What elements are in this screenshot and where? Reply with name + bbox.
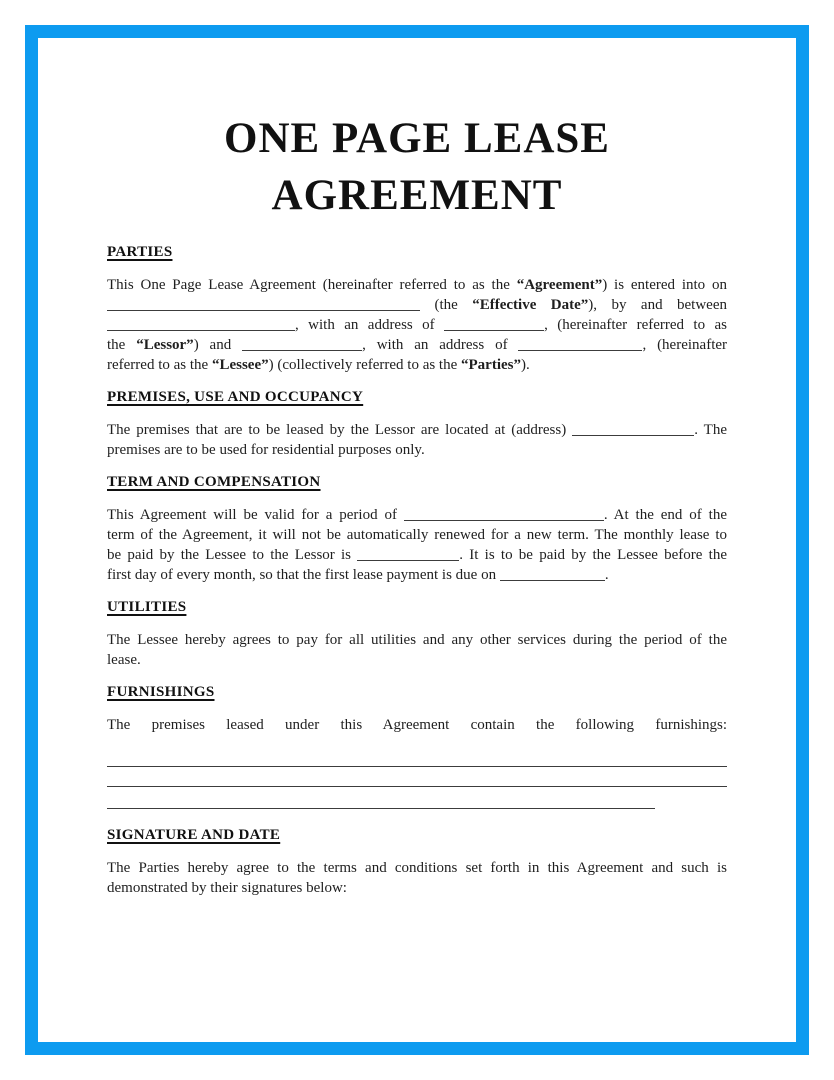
text-line	[107, 275, 727, 295]
section-term-and-compensation	[107, 472, 727, 585]
text-run: This Agreement will be valid for a period of	[107, 507, 404, 523]
text-run: (the	[420, 297, 473, 313]
text-line	[107, 355, 727, 375]
section-heading	[107, 242, 727, 262]
text-run: referred to as the	[107, 357, 212, 373]
text-run: , (hereinafter	[642, 337, 728, 353]
text-line	[107, 630, 727, 650]
section-heading	[107, 682, 727, 702]
text-line	[107, 650, 727, 670]
section-heading-text: TERM AND COMPENSATION	[107, 474, 321, 490]
text-line	[107, 420, 727, 440]
text-run: demonstrated by their signatures below:	[107, 880, 347, 896]
text-line	[107, 545, 727, 565]
text-run: This One Page Lease Agreement (hereinafter referred to as the	[107, 277, 517, 293]
text-run: lease.	[107, 652, 141, 668]
blank-fill-in-field	[242, 337, 362, 351]
text-run: the	[107, 337, 137, 353]
text-run: . It is to be paid by the Lessee before the	[459, 547, 727, 563]
text-run: , with an address of	[295, 317, 445, 333]
section-heading	[107, 825, 727, 845]
text-run: term of the Agreement, it will not be automatically renewed for a new term. The monthly lease to	[107, 527, 727, 543]
text-line	[107, 315, 727, 335]
text-run: , (hereinafter referred to as	[544, 317, 728, 333]
blank-fill-in-field	[444, 317, 544, 331]
blank-fill-in-field	[404, 507, 604, 521]
document-title	[107, 110, 727, 224]
bold-text-run: “Lessee”	[211, 357, 269, 373]
text-run: ) (collectively referred to as the	[268, 357, 462, 373]
section-signature-and-date	[107, 825, 727, 898]
document-title-line-1: ONE PAGE LEASE	[224, 115, 610, 162]
text-run: be paid by the Lessee to the Lessor is	[107, 547, 358, 563]
section-parties	[107, 242, 727, 375]
text-run: .	[604, 567, 609, 583]
text-run: The Lessee hereby agrees to pay for all utilities and any other services during the period of the	[107, 632, 727, 648]
text-line	[107, 440, 727, 460]
section-heading-text: SIGNATURE AND DATE	[107, 827, 281, 843]
section-heading-text: FURNISHINGS	[107, 684, 215, 700]
blank-fill-in-field	[572, 422, 694, 436]
text-run: The premises leased under this Agreement contain the following furnishings:	[107, 717, 727, 733]
text-run: ), by and between	[588, 297, 727, 313]
text-run: ).	[521, 357, 530, 373]
text-run: first day of every month, so that the first lease payment is due on	[107, 567, 500, 583]
section-heading	[107, 472, 727, 492]
text-run: . The	[694, 422, 727, 438]
section-heading	[107, 597, 727, 617]
blank-fill-in-field	[500, 567, 605, 581]
blank-fill-in-field	[107, 795, 655, 809]
text-line	[107, 771, 727, 791]
text-line	[107, 751, 727, 771]
section-heading-text: UTILITIES	[107, 599, 187, 615]
text-run: ) is entered into on	[602, 277, 727, 293]
bold-text-run: “Parties”	[461, 357, 521, 373]
section-premises-use-and-occupancy	[107, 387, 727, 460]
text-run: , with an address of	[362, 337, 519, 353]
text-run: The Parties hereby agree to the terms and conditions set forth in this Agreement and such is	[107, 860, 727, 876]
text-line	[107, 858, 727, 878]
blank-fill-in-field	[107, 297, 420, 311]
bold-text-run: “Agreement”	[516, 277, 603, 293]
bold-text-run: “Lessor”	[136, 337, 194, 353]
section-heading-text: PREMISES, USE AND OCCUPANCY	[107, 389, 364, 405]
text-line	[107, 565, 727, 585]
section-utilities	[107, 597, 727, 670]
blank-fill-in-field	[107, 773, 727, 787]
blank-fill-in-field	[518, 337, 642, 351]
section-heading	[107, 387, 727, 407]
section-heading-text: PARTIES	[107, 244, 173, 260]
text-run: The premises that are to be leased by the Lessor are located at (address)	[107, 422, 573, 438]
document-sections	[107, 242, 727, 898]
text-line	[107, 295, 727, 315]
text-line	[107, 505, 727, 525]
blank-fill-in-field	[357, 547, 459, 561]
text-run: . At the end of the	[603, 507, 727, 523]
text-run: premises are to be used for residential purposes only.	[107, 442, 425, 458]
document-title-line-2: AGREEMENT	[271, 172, 563, 219]
text-line	[107, 715, 727, 735]
text-line	[107, 525, 727, 545]
text-line	[107, 335, 727, 355]
section-furnishings	[107, 682, 727, 813]
blank-fill-in-field	[107, 753, 727, 767]
text-line	[107, 793, 727, 813]
text-run: ) and	[193, 337, 243, 353]
bold-text-run: “Effective Date”	[472, 297, 589, 313]
document-content	[107, 38, 727, 898]
text-line	[107, 878, 727, 898]
blank-fill-in-field	[107, 317, 295, 331]
